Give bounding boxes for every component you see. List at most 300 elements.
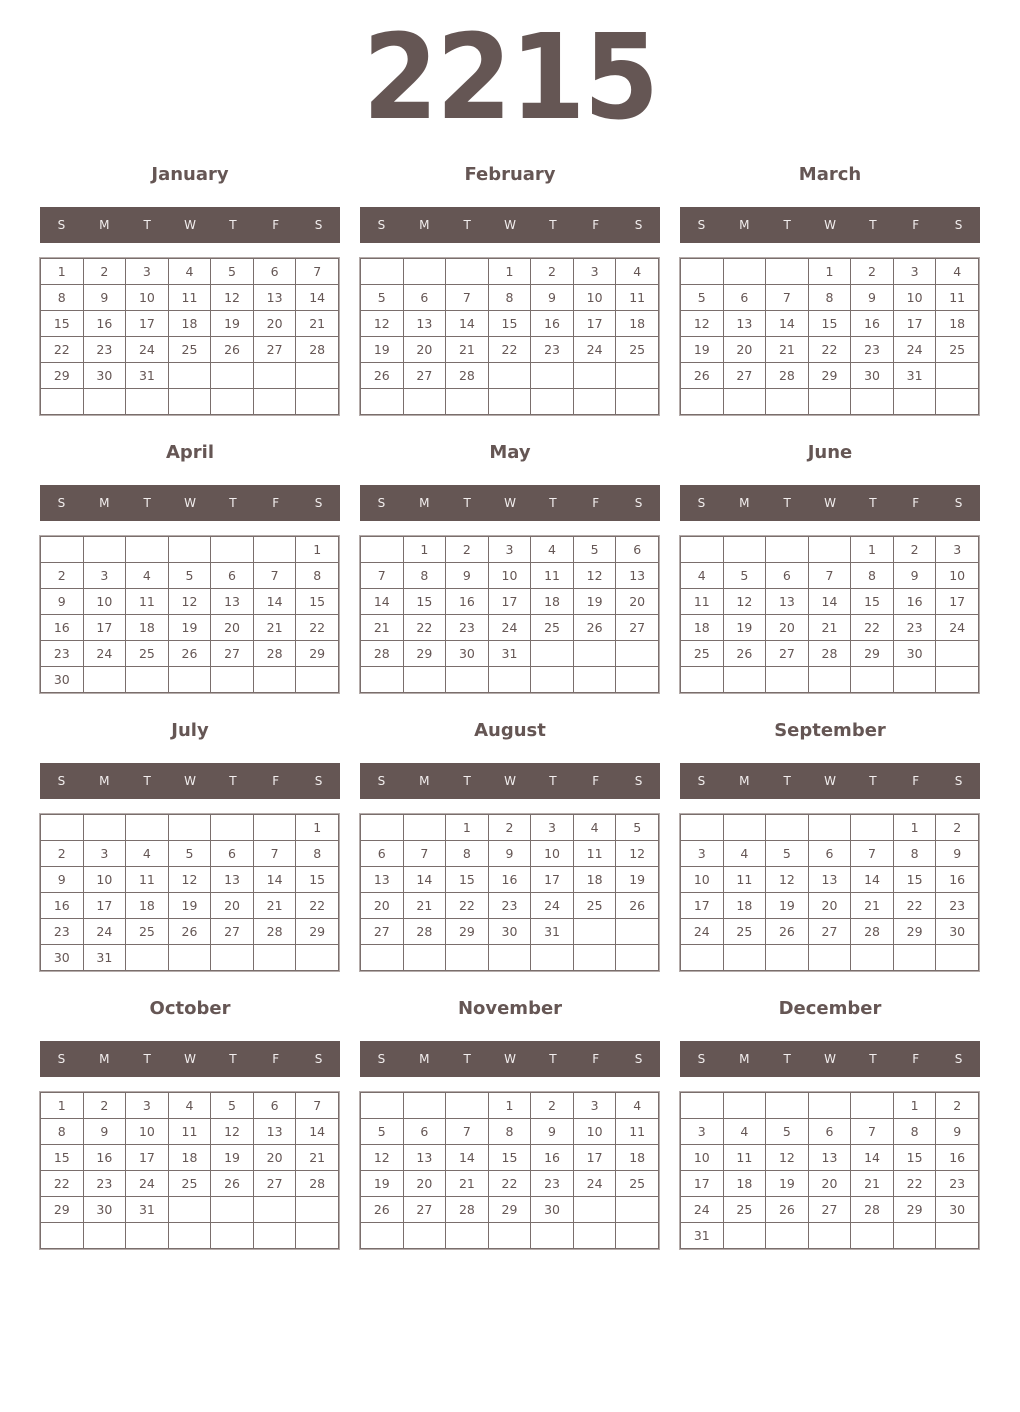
weekday-header	[40, 1041, 340, 1077]
day-cell: 13	[403, 311, 446, 337]
day-cell: 28	[253, 641, 296, 667]
day-cell: 6	[766, 563, 809, 589]
day-cell: 27	[616, 615, 659, 641]
weekday-label: W	[184, 1052, 196, 1066]
day-cell: 25	[936, 337, 979, 363]
day-cell: 13	[808, 1145, 851, 1171]
empty-cell	[168, 667, 211, 693]
empty-cell	[936, 945, 979, 971]
week-row	[681, 815, 979, 841]
day-cell: 15	[41, 311, 84, 337]
day-cell: 23	[893, 615, 936, 641]
day-cell: 28	[296, 337, 339, 363]
empty-cell	[808, 1093, 851, 1119]
empty-cell	[573, 667, 616, 693]
day-cell: 28	[851, 919, 894, 945]
month-title: December	[778, 998, 882, 1019]
weekday-header	[360, 1041, 660, 1077]
day-cell: 3	[681, 841, 724, 867]
empty-cell	[681, 667, 724, 693]
weekday-label: F	[272, 1052, 280, 1066]
day-cell: 13	[361, 867, 404, 893]
empty-cell	[616, 1197, 659, 1223]
empty-cell	[296, 945, 339, 971]
day-cell: 3	[531, 815, 574, 841]
day-cell: 29	[893, 1197, 936, 1223]
day-cell: 28	[851, 1197, 894, 1223]
empty-cell	[723, 537, 766, 563]
empty-cell	[766, 1223, 809, 1249]
empty-cell	[936, 1223, 979, 1249]
empty-cell	[488, 389, 531, 415]
week-row	[681, 945, 979, 971]
day-cell: 20	[211, 893, 254, 919]
weekday-label: S	[314, 496, 323, 510]
day-cell: 22	[403, 615, 446, 641]
day-grid	[680, 536, 979, 693]
day-cell: 29	[296, 641, 339, 667]
weekday-label: F	[592, 774, 600, 788]
weekday-label: M	[739, 218, 750, 232]
day-cell: 21	[766, 337, 809, 363]
empty-cell	[681, 1093, 724, 1119]
empty-cell	[253, 945, 296, 971]
week-row	[41, 363, 339, 389]
day-cell: 11	[168, 1119, 211, 1145]
day-cell: 19	[723, 615, 766, 641]
empty-cell	[766, 945, 809, 971]
day-cell: 28	[253, 919, 296, 945]
empty-cell	[808, 537, 851, 563]
empty-cell	[681, 389, 724, 415]
weekday-label: S	[377, 218, 386, 232]
week-row	[681, 285, 979, 311]
day-cell: 15	[296, 867, 339, 893]
month-title: February	[464, 164, 556, 185]
week-row	[361, 537, 659, 563]
week-row	[41, 259, 339, 285]
week-row	[361, 815, 659, 841]
day-cell: 23	[531, 1171, 574, 1197]
day-cell: 21	[851, 893, 894, 919]
day-cell: 22	[488, 1171, 531, 1197]
day-cell: 30	[446, 641, 489, 667]
week-row	[681, 1093, 979, 1119]
empty-cell	[446, 945, 489, 971]
day-cell: 3	[936, 537, 979, 563]
weekday-label: S	[314, 218, 323, 232]
week-row	[361, 337, 659, 363]
weekday-label: F	[272, 496, 280, 510]
day-cell: 18	[723, 1171, 766, 1197]
week-row	[361, 841, 659, 867]
day-cell: 17	[681, 893, 724, 919]
week-row	[41, 589, 339, 615]
day-cell: 22	[488, 337, 531, 363]
day-cell: 25	[126, 641, 169, 667]
week-row	[41, 1197, 339, 1223]
day-cell: 3	[126, 259, 169, 285]
weekday-label: W	[824, 774, 836, 788]
day-cell: 1	[893, 815, 936, 841]
day-cell: 31	[488, 641, 531, 667]
day-cell: 13	[253, 1119, 296, 1145]
week-row	[681, 1119, 979, 1145]
day-cell: 2	[531, 259, 574, 285]
weekday-label: S	[634, 218, 643, 232]
day-cell: 12	[766, 867, 809, 893]
week-row	[361, 641, 659, 667]
day-cell: 15	[851, 589, 894, 615]
week-row	[41, 815, 339, 841]
empty-cell	[616, 919, 659, 945]
week-row	[41, 841, 339, 867]
day-cell: 14	[808, 589, 851, 615]
day-cell: 19	[211, 1145, 254, 1171]
empty-cell	[851, 667, 894, 693]
day-cell: 29	[403, 641, 446, 667]
empty-cell	[573, 945, 616, 971]
weekday-header	[680, 763, 980, 799]
empty-cell	[446, 259, 489, 285]
empty-cell	[936, 641, 979, 667]
empty-cell	[851, 945, 894, 971]
weekday-label: T	[869, 1052, 877, 1066]
empty-cell	[296, 389, 339, 415]
day-cell: 31	[126, 1197, 169, 1223]
empty-cell	[296, 1197, 339, 1223]
day-cell: 6	[253, 1093, 296, 1119]
day-cell: 9	[893, 563, 936, 589]
week-row	[361, 667, 659, 693]
weekday-label: M	[99, 774, 110, 788]
empty-cell	[361, 389, 404, 415]
day-cell: 11	[126, 589, 169, 615]
weekday-label: W	[824, 496, 836, 510]
day-cell: 15	[403, 589, 446, 615]
weekday-label: S	[634, 774, 643, 788]
day-cell: 13	[211, 867, 254, 893]
empty-cell	[403, 1223, 446, 1249]
day-cell: 24	[893, 337, 936, 363]
day-cell: 25	[168, 337, 211, 363]
week-row	[41, 867, 339, 893]
weekday-label: S	[954, 1052, 963, 1066]
day-cell: 17	[126, 1145, 169, 1171]
day-cell: 28	[361, 641, 404, 667]
day-cell: 2	[41, 841, 84, 867]
day-cell: 24	[573, 337, 616, 363]
empty-cell	[681, 815, 724, 841]
weekday-label: F	[592, 218, 600, 232]
empty-cell	[723, 945, 766, 971]
day-cell: 21	[446, 1171, 489, 1197]
day-cell: 11	[681, 589, 724, 615]
empty-cell	[851, 389, 894, 415]
day-cell: 8	[296, 563, 339, 589]
day-cell: 12	[168, 867, 211, 893]
day-cell: 8	[403, 563, 446, 589]
day-cell: 2	[41, 563, 84, 589]
week-row	[681, 563, 979, 589]
day-cell: 14	[446, 311, 489, 337]
day-cell: 27	[253, 1171, 296, 1197]
day-cell: 10	[681, 1145, 724, 1171]
day-cell: 29	[893, 919, 936, 945]
day-cell: 18	[168, 1145, 211, 1171]
day-cell: 30	[83, 1197, 126, 1223]
week-row	[681, 893, 979, 919]
day-cell: 4	[936, 259, 979, 285]
empty-cell	[41, 537, 84, 563]
empty-cell	[168, 1197, 211, 1223]
week-row	[41, 667, 339, 693]
week-row	[681, 1145, 979, 1171]
day-cell: 25	[616, 337, 659, 363]
empty-cell	[361, 667, 404, 693]
day-cell: 14	[766, 311, 809, 337]
day-cell: 25	[168, 1171, 211, 1197]
day-cell: 27	[253, 337, 296, 363]
day-cell: 12	[766, 1145, 809, 1171]
day-cell: 8	[296, 841, 339, 867]
week-row	[41, 1223, 339, 1249]
empty-cell	[211, 667, 254, 693]
day-cell: 11	[168, 285, 211, 311]
day-cell: 29	[41, 1197, 84, 1223]
day-cell: 25	[681, 641, 724, 667]
day-cell: 10	[126, 285, 169, 311]
week-row	[361, 259, 659, 285]
day-cell: 9	[83, 1119, 126, 1145]
day-cell: 1	[893, 1093, 936, 1119]
day-cell: 20	[808, 1171, 851, 1197]
weekday-label: F	[912, 218, 920, 232]
day-cell: 7	[766, 285, 809, 311]
day-cell: 11	[126, 867, 169, 893]
day-cell: 18	[531, 589, 574, 615]
empty-cell	[41, 815, 84, 841]
month-title: August	[474, 720, 546, 741]
weekday-header	[360, 763, 660, 799]
weekday-label: M	[99, 218, 110, 232]
day-cell: 2	[936, 1093, 979, 1119]
day-grid	[360, 814, 659, 971]
day-cell: 1	[296, 537, 339, 563]
month-title: October	[149, 998, 231, 1019]
empty-cell	[616, 363, 659, 389]
day-cell: 26	[211, 1171, 254, 1197]
day-cell: 11	[616, 285, 659, 311]
day-cell: 23	[936, 1171, 979, 1197]
empty-cell	[723, 1223, 766, 1249]
empty-cell	[446, 1093, 489, 1119]
week-row	[41, 311, 339, 337]
weekday-label: M	[419, 774, 430, 788]
day-cell: 12	[361, 1145, 404, 1171]
weekday-label: S	[954, 774, 963, 788]
day-cell: 23	[41, 919, 84, 945]
day-cell: 3	[83, 563, 126, 589]
empty-cell	[681, 945, 724, 971]
month-title: November	[457, 998, 563, 1019]
day-cell: 31	[681, 1223, 724, 1249]
day-cell: 3	[488, 537, 531, 563]
empty-cell	[681, 537, 724, 563]
day-cell: 18	[681, 615, 724, 641]
week-row	[41, 945, 339, 971]
weekday-label: W	[824, 1052, 836, 1066]
weekday-label: F	[272, 774, 280, 788]
day-cell: 16	[936, 867, 979, 893]
empty-cell	[403, 945, 446, 971]
day-cell: 24	[531, 893, 574, 919]
weekday-label: M	[419, 1052, 430, 1066]
week-row	[361, 1145, 659, 1171]
day-cell: 8	[893, 841, 936, 867]
day-cell: 8	[488, 1119, 531, 1145]
day-cell: 30	[936, 1197, 979, 1223]
day-cell: 19	[766, 893, 809, 919]
day-cell: 22	[893, 893, 936, 919]
day-cell: 8	[808, 285, 851, 311]
empty-cell	[126, 1223, 169, 1249]
day-cell: 26	[723, 641, 766, 667]
week-row	[361, 285, 659, 311]
day-cell: 6	[253, 259, 296, 285]
day-cell: 29	[446, 919, 489, 945]
day-cell: 28	[403, 919, 446, 945]
day-cell: 28	[296, 1171, 339, 1197]
day-cell: 30	[41, 945, 84, 971]
day-cell: 8	[488, 285, 531, 311]
weekday-label: W	[184, 218, 196, 232]
week-row	[41, 893, 339, 919]
week-row	[41, 337, 339, 363]
day-cell: 10	[531, 841, 574, 867]
day-cell: 19	[573, 589, 616, 615]
weekday-label: F	[912, 1052, 920, 1066]
day-cell: 14	[851, 867, 894, 893]
day-cell: 19	[168, 893, 211, 919]
weekday-label: M	[99, 1052, 110, 1066]
day-cell: 10	[936, 563, 979, 589]
empty-cell	[893, 945, 936, 971]
day-cell: 4	[681, 563, 724, 589]
day-cell: 11	[616, 1119, 659, 1145]
day-grid	[680, 1092, 979, 1249]
day-cell: 5	[681, 285, 724, 311]
week-row	[41, 1093, 339, 1119]
day-cell: 21	[851, 1171, 894, 1197]
week-row	[41, 641, 339, 667]
day-cell: 20	[616, 589, 659, 615]
week-row	[681, 589, 979, 615]
day-cell: 23	[531, 337, 574, 363]
weekday-label: S	[377, 1052, 386, 1066]
day-cell: 14	[296, 1119, 339, 1145]
weekday-header	[40, 207, 340, 243]
day-cell: 17	[83, 893, 126, 919]
week-row	[41, 1119, 339, 1145]
day-cell: 26	[211, 337, 254, 363]
day-cell: 9	[936, 1119, 979, 1145]
day-cell: 14	[361, 589, 404, 615]
day-cell: 9	[531, 285, 574, 311]
day-cell: 1	[446, 815, 489, 841]
weekday-label: S	[697, 496, 706, 510]
empty-cell	[531, 641, 574, 667]
day-cell: 7	[851, 841, 894, 867]
day-cell: 24	[573, 1171, 616, 1197]
day-cell: 17	[573, 311, 616, 337]
day-cell: 27	[361, 919, 404, 945]
day-cell: 17	[681, 1171, 724, 1197]
empty-cell	[488, 363, 531, 389]
weekday-label: W	[504, 774, 516, 788]
day-cell: 10	[681, 867, 724, 893]
day-cell: 17	[893, 311, 936, 337]
week-row	[361, 1119, 659, 1145]
day-grid	[360, 536, 659, 693]
day-cell: 22	[41, 337, 84, 363]
empty-cell	[83, 1223, 126, 1249]
day-cell: 5	[573, 537, 616, 563]
day-grid	[680, 814, 979, 971]
day-cell: 10	[573, 1119, 616, 1145]
day-cell: 2	[488, 815, 531, 841]
weekday-label: T	[783, 496, 791, 510]
empty-cell	[168, 1223, 211, 1249]
week-row	[41, 285, 339, 311]
empty-cell	[573, 363, 616, 389]
day-cell: 16	[851, 311, 894, 337]
day-cell: 4	[126, 841, 169, 867]
day-cell: 5	[766, 841, 809, 867]
day-grid	[360, 258, 659, 415]
empty-cell	[851, 1223, 894, 1249]
day-cell: 10	[573, 285, 616, 311]
weekday-label: S	[697, 1052, 706, 1066]
weekday-label: S	[634, 1052, 643, 1066]
weekday-label: M	[739, 1052, 750, 1066]
day-cell: 7	[851, 1119, 894, 1145]
day-cell: 30	[893, 641, 936, 667]
day-cell: 20	[253, 311, 296, 337]
day-cell: 7	[403, 841, 446, 867]
day-cell: 11	[531, 563, 574, 589]
day-cell: 19	[361, 337, 404, 363]
weekday-label: S	[954, 218, 963, 232]
day-cell: 12	[573, 563, 616, 589]
weekday-label: W	[824, 218, 836, 232]
day-cell: 7	[361, 563, 404, 589]
day-cell: 18	[168, 311, 211, 337]
weekday-label: S	[634, 496, 643, 510]
weekday-label: T	[549, 496, 557, 510]
day-cell: 11	[936, 285, 979, 311]
empty-cell	[531, 945, 574, 971]
empty-cell	[766, 259, 809, 285]
day-cell: 22	[296, 615, 339, 641]
weekday-header	[40, 485, 340, 521]
day-cell: 16	[41, 615, 84, 641]
day-cell: 14	[446, 1145, 489, 1171]
day-cell: 15	[893, 867, 936, 893]
empty-cell	[253, 1223, 296, 1249]
week-row	[681, 615, 979, 641]
empty-cell	[361, 537, 404, 563]
